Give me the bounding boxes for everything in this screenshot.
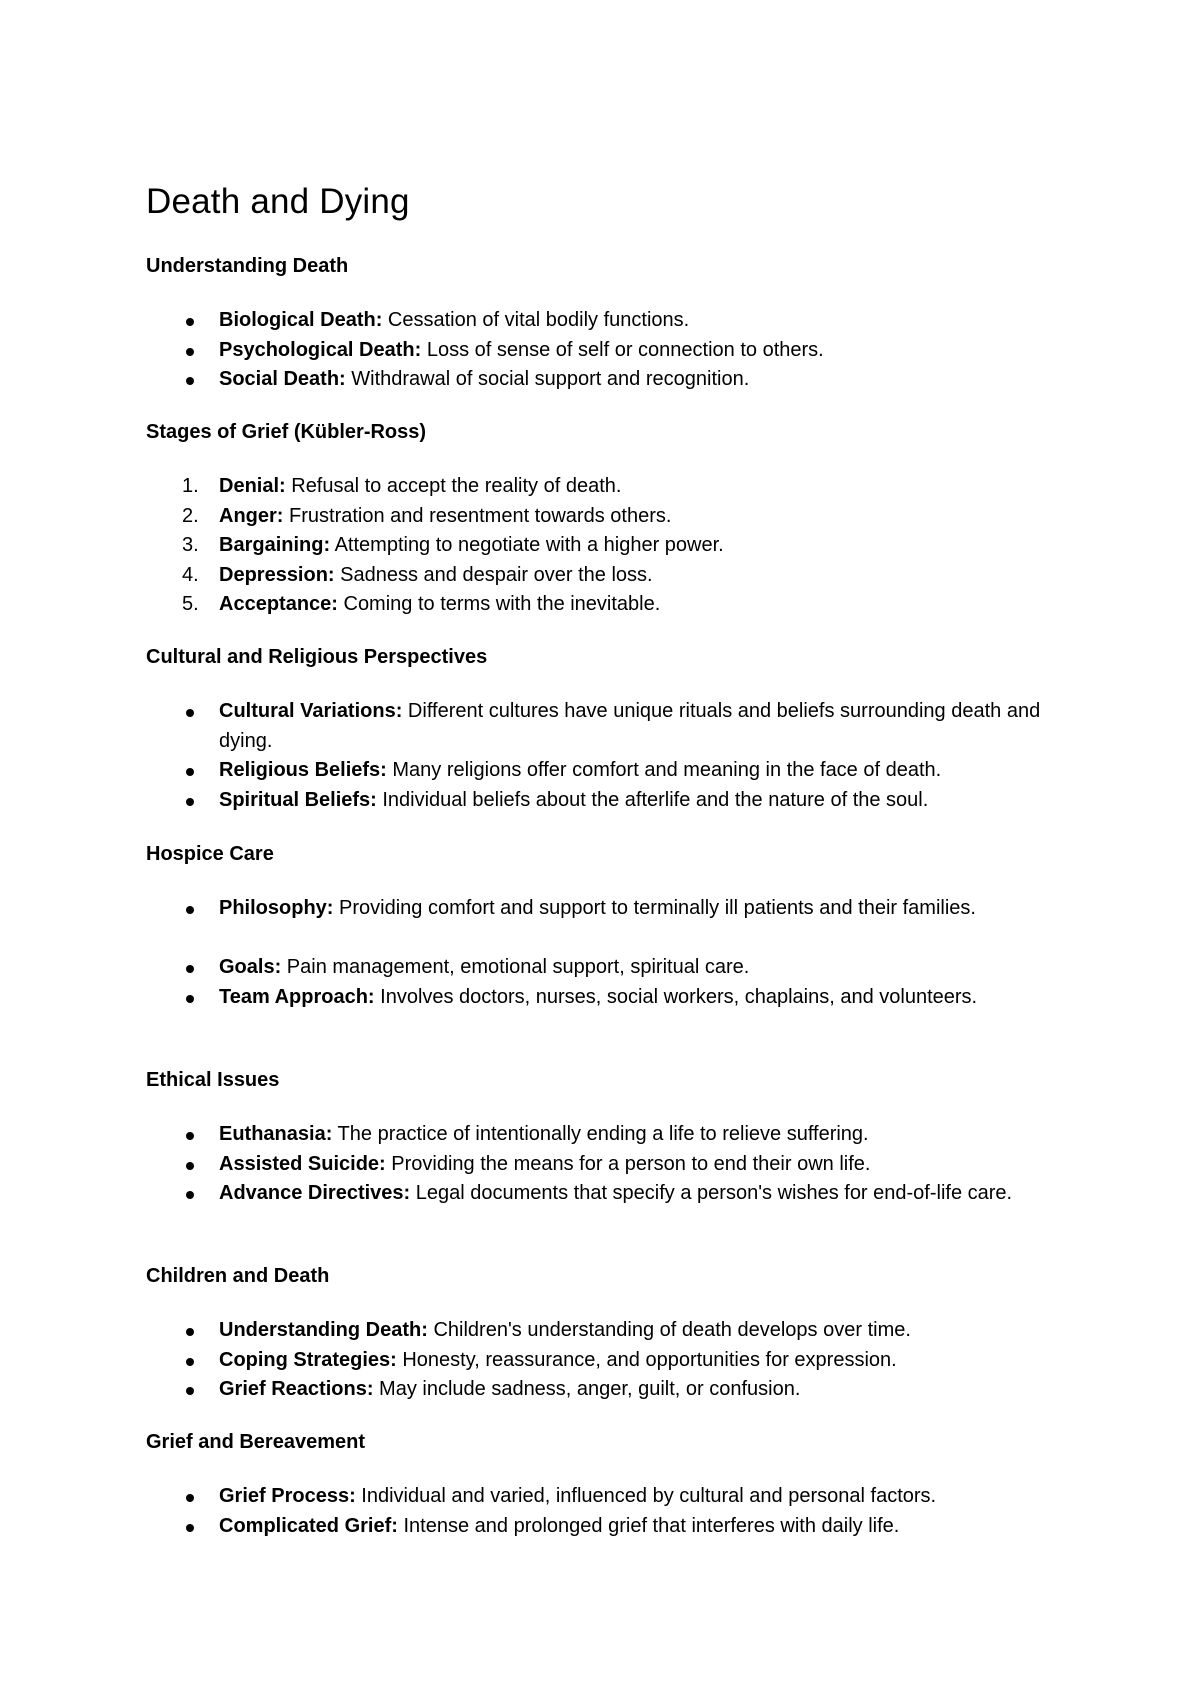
item-text: Individual and varied, influenced by cultural and personal factors. — [355, 1485, 937, 1507]
list-number: 3. — [182, 534, 199, 556]
bullet-icon — [186, 1494, 194, 1502]
item-text: Sadness and despair over the loss. — [334, 563, 653, 586]
item-text: The practice of intentionally ending a life to relieve suffering. — [332, 1123, 869, 1145]
item-term: Spiritual Beliefs: — [219, 788, 377, 811]
bullet-icon — [186, 1191, 194, 1199]
item-term: Philosophy: — [219, 897, 334, 919]
item-text: Withdrawal of social support and recognition. — [345, 368, 750, 390]
section-heading-hospice-care: Hospice Care — [146, 843, 274, 865]
bullet-icon — [186, 1358, 194, 1366]
bullet-icon — [186, 1132, 194, 1140]
list-number: 5. — [182, 593, 199, 615]
item-text: Different cultures have unique rituals and beliefs surrounding death and dying. — [219, 700, 1041, 752]
bullet-icon — [186, 348, 194, 356]
item-term: Team Approach: — [219, 985, 375, 1008]
item-term: Religious Beliefs: — [219, 759, 387, 781]
item-term: Depression: — [219, 563, 335, 586]
bullet-icon — [186, 995, 194, 1003]
item-text: Involves doctors, nurses, social workers, chaplains, and volunteers. — [374, 985, 978, 1008]
item-text: Children's understanding of death develops over time. — [427, 1319, 911, 1341]
item-text: Frustration and resentment towards others. — [283, 504, 672, 527]
bullet-icon — [186, 1524, 194, 1532]
item-text: Intense and prolonged grief that interferes with daily life. — [397, 1514, 900, 1537]
section-heading-ethical-issues: Ethical Issues — [146, 1069, 280, 1091]
item-term: Bargaining: — [219, 534, 331, 556]
item-term: Complicated Grief: — [219, 1514, 398, 1537]
section-heading-stages-of-grief: Stages of Grief (Kübler-Ross) — [146, 421, 427, 443]
section-heading-cultural-religious: Cultural and Religious Perspectives — [146, 646, 488, 668]
section-heading-understanding-death: Understanding Death — [146, 255, 349, 277]
item-term: Understanding Death: — [219, 1319, 428, 1341]
bullet-icon — [186, 1162, 194, 1170]
item-text: Pain management, emotional support, spiritual care. — [281, 956, 750, 978]
bullet-icon — [186, 709, 194, 717]
item-text: Cessation of vital bodily functions. — [382, 309, 690, 331]
item-text: Providing the means for a person to end their own life. — [385, 1152, 871, 1175]
item-term: Coping Strategies: — [219, 1348, 397, 1371]
item-term: Euthanasia: — [219, 1123, 333, 1145]
bullet-icon — [186, 1387, 194, 1395]
item-text: Loss of sense of self or connection to others. — [421, 338, 824, 361]
bullet-icon — [186, 798, 194, 806]
bullet-icon — [186, 1328, 194, 1336]
section-heading-children-death: Children and Death — [146, 1265, 330, 1287]
item-term: Denial: — [219, 475, 286, 497]
item-term: Grief Reactions: — [219, 1378, 374, 1400]
item-term: Grief Process: — [219, 1485, 356, 1507]
list-number: 4. — [182, 563, 199, 586]
item-text: Honesty, reassurance, and opportunities for expression. — [396, 1348, 897, 1371]
item-term: Assisted Suicide: — [219, 1152, 386, 1175]
item-text: Refusal to accept the reality of death. — [285, 475, 622, 497]
bullet-icon — [186, 377, 194, 385]
list-number: 1. — [182, 475, 199, 497]
item-term: Anger: — [219, 504, 284, 527]
item-text: May include sadness, anger, guilt, or confusion. — [373, 1378, 801, 1400]
bullet-icon — [186, 906, 194, 914]
item-text: Legal documents that specify a person's wishes for end-of-life care. — [410, 1182, 1013, 1204]
item-term: Biological Death: — [219, 309, 383, 331]
document-title: Death and Dying — [146, 182, 410, 221]
item-text: Attempting to negotiate with a higher power. — [330, 534, 724, 556]
item-term: Psychological Death: — [219, 338, 422, 361]
item-term: Acceptance: — [219, 593, 338, 615]
item-text: Many religions offer comfort and meaning in the face of death. — [386, 759, 942, 781]
item-term: Advance Directives: — [219, 1182, 411, 1204]
bullet-icon — [186, 318, 194, 326]
bullet-icon — [186, 768, 194, 776]
item-term: Goals: — [219, 956, 282, 978]
item-text: Coming to terms with the inevitable. — [337, 593, 661, 615]
list-number: 2. — [182, 504, 199, 527]
item-term: Social Death: — [219, 368, 346, 390]
bullet-icon — [186, 965, 194, 973]
item-text: Individual beliefs about the afterlife and the nature of the soul. — [376, 788, 929, 811]
item-term: Cultural Variations: — [219, 700, 403, 722]
section-heading-grief-bereavement: Grief and Bereavement — [146, 1431, 365, 1453]
item-text: Providing comfort and support to terminally ill patients and their families. — [333, 897, 976, 919]
